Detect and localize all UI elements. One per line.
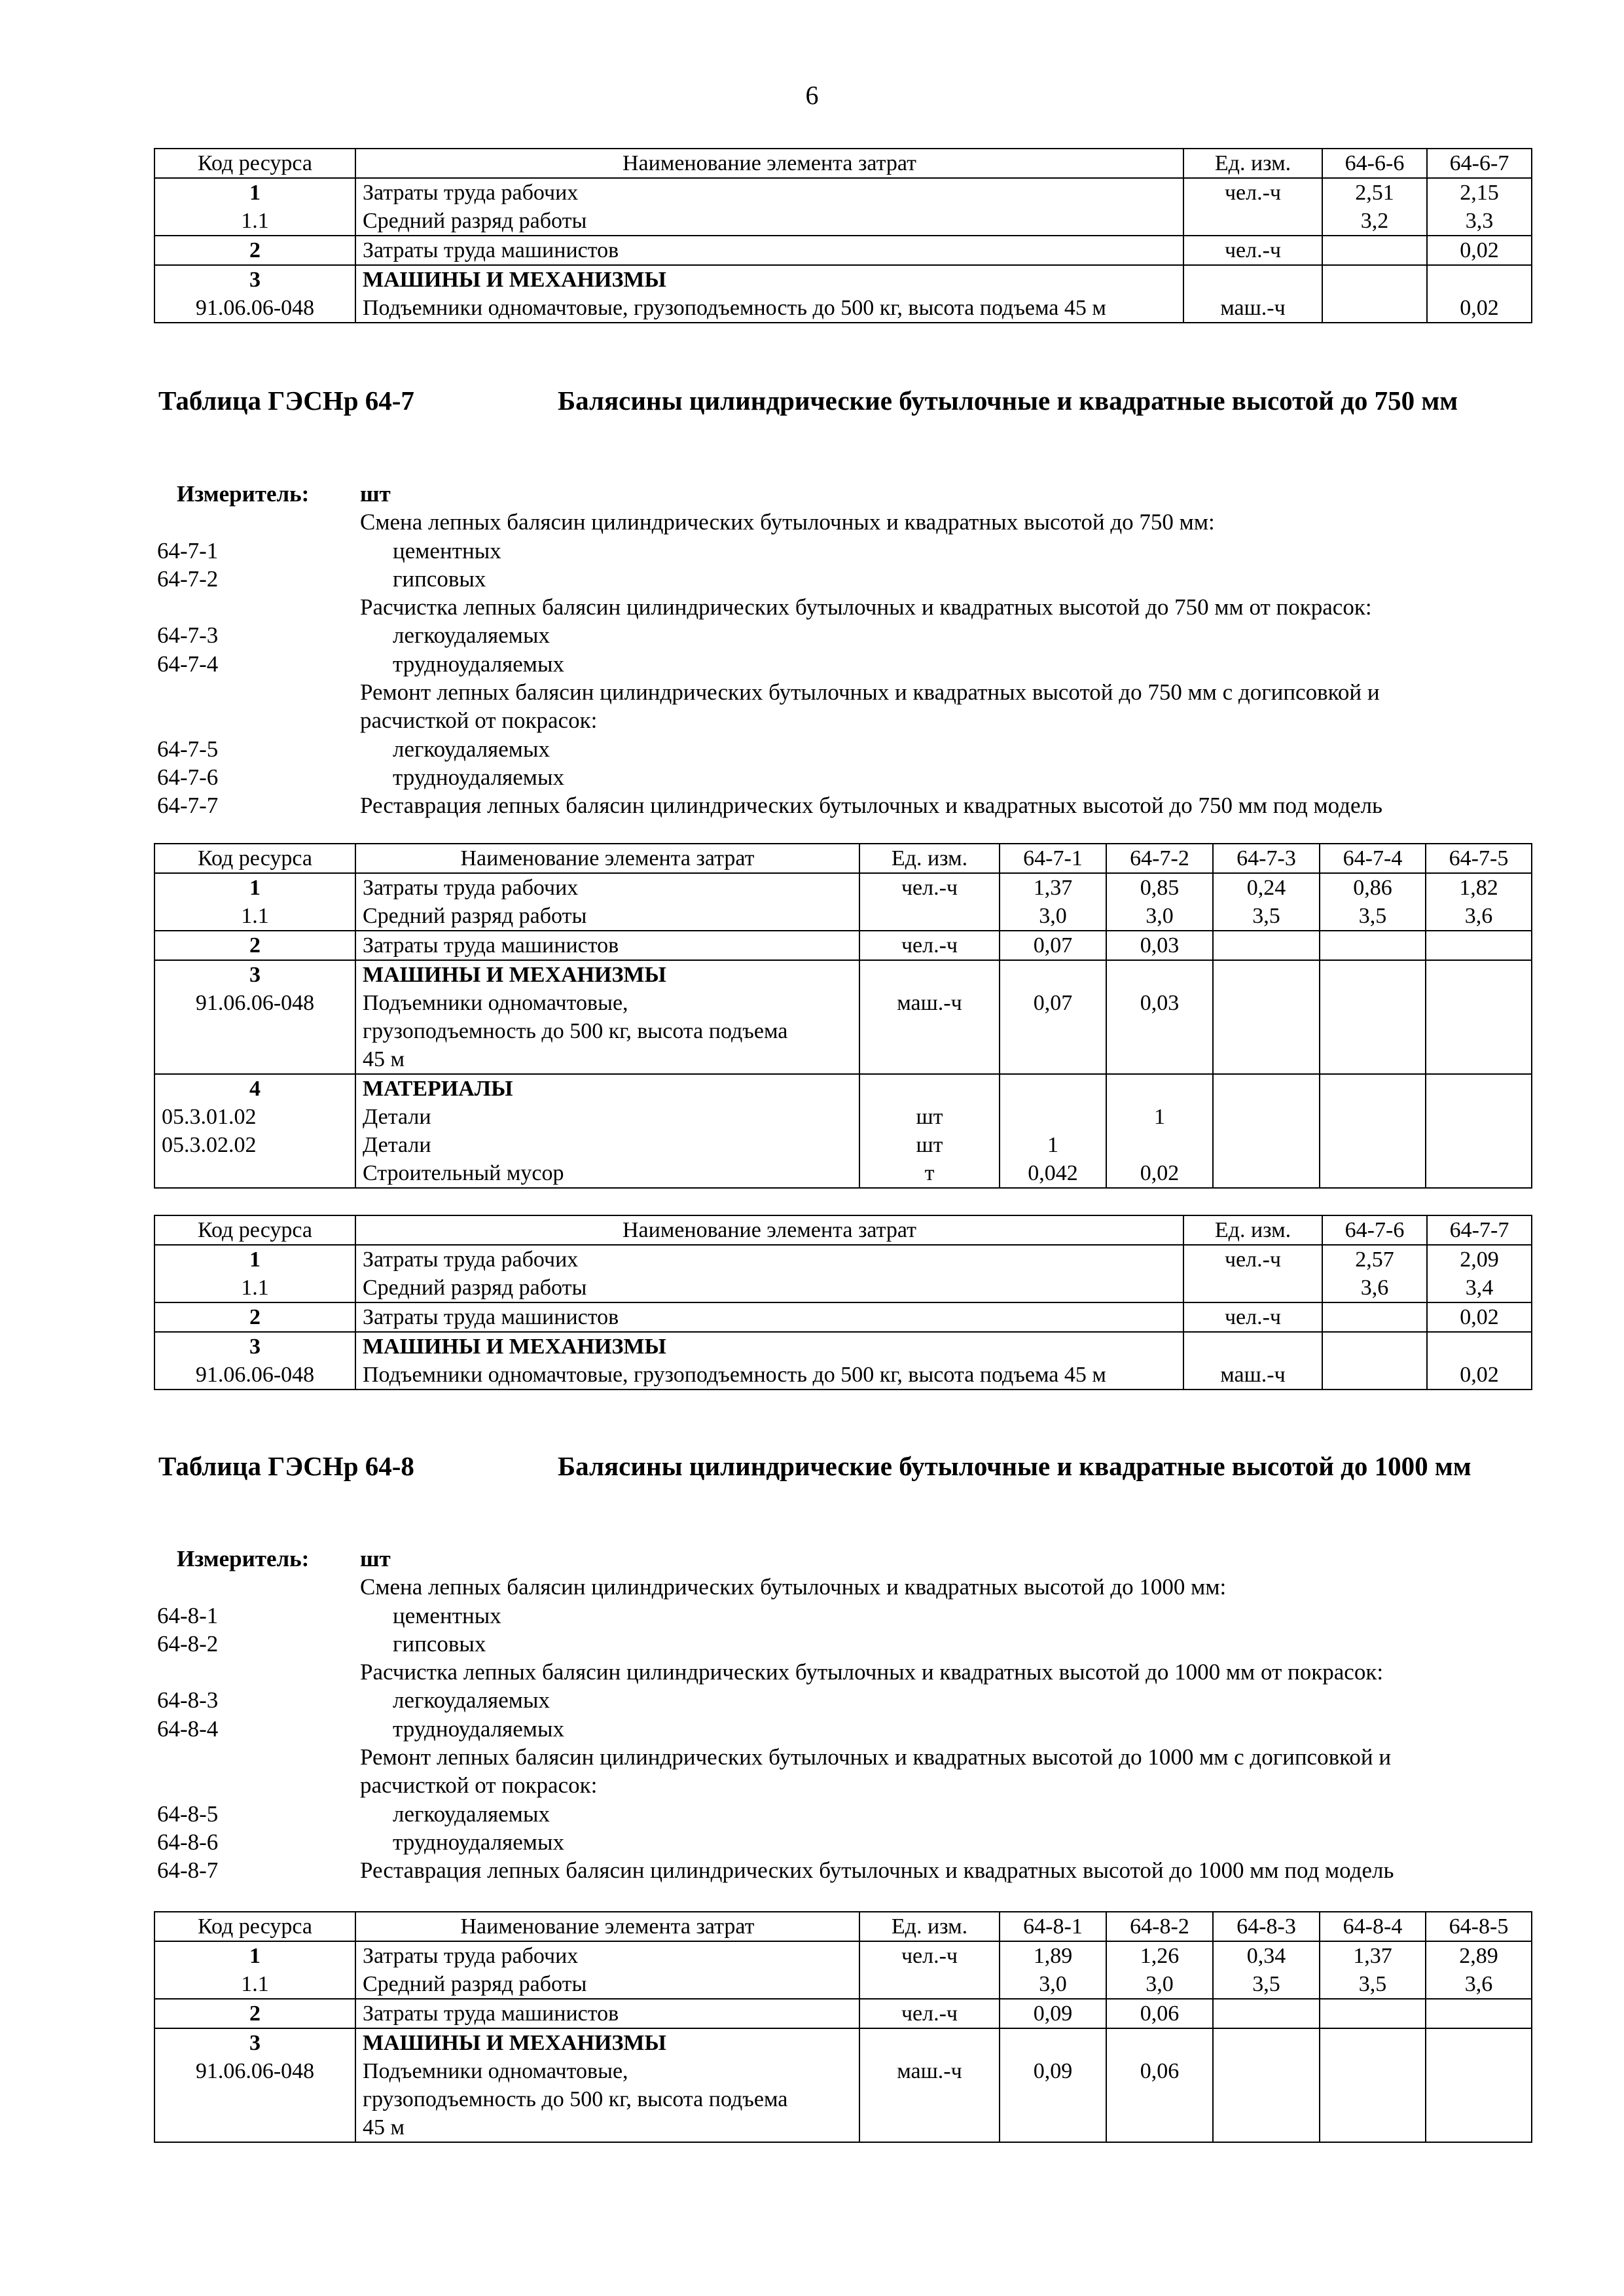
value-cell: 3,0 [1039, 904, 1067, 928]
value-cell: 3,6 [1360, 1276, 1389, 1300]
resource-name: Средний разряд работы [363, 1276, 587, 1300]
work-text: Реставрация лепных балясин цилиндрических бутылочных и квадратных высотой до 1000 мм под модель [360, 1857, 1394, 1884]
resource-code: 91.06.06-048 [195, 991, 315, 1015]
resource-name: Затраты труда машинистов [355, 1302, 1183, 1332]
value-cell: 0,85 [1140, 876, 1180, 900]
work-text: Ремонт лепных балясин цилиндрических бутылочных и квадратных высотой до 1000 мм с догипсовкой и [360, 1744, 1392, 1770]
resource-name: Детали [363, 1133, 431, 1157]
value-cell: 3,6 [1464, 1972, 1493, 1996]
col-header: Ед. изм. [1183, 1215, 1322, 1245]
work-code: 64-7-2 [157, 565, 219, 592]
measure-unit: шт [360, 481, 391, 507]
resource-name: Затраты труда машинистов [355, 236, 1183, 265]
col-header: 64-7-2 [1106, 844, 1213, 873]
work-code: 64-8-3 [157, 1687, 219, 1713]
resource-name: Строительный мусор [363, 1161, 564, 1185]
work-text: легкоудаляемых [393, 1801, 550, 1827]
resource-code: 1 [249, 1944, 261, 1968]
resource-code: 05.3.02.02 [162, 1133, 257, 1157]
unit: чел.-ч [859, 931, 1000, 960]
value-cell: 3,5 [1358, 1972, 1387, 1996]
work-text: гипсовых [393, 565, 486, 592]
resource-code: 2 [154, 931, 355, 960]
work-line [157, 791, 1545, 819]
resource-group: МАШИНЫ И МЕХАНИЗМЫ [363, 2031, 666, 2055]
value-cell: 0,02 [1460, 1363, 1499, 1387]
measure-block-64-7 [157, 480, 1545, 820]
value-cell: 0,09 [1000, 1999, 1106, 2028]
col-header: 64-8-1 [1000, 1912, 1106, 1941]
work-text: легкоудаляемых [393, 1687, 550, 1713]
value-cell: 3,5 [1358, 904, 1387, 928]
unit: чел.-ч [901, 1944, 958, 1968]
unit: шт [916, 1133, 943, 1157]
work-code: 64-8-1 [157, 1602, 219, 1628]
resource-name: Средний разряд работы [363, 209, 587, 233]
work-line [157, 1602, 1545, 1630]
work-line [157, 678, 1545, 706]
col-header: 64-6-6 [1322, 149, 1427, 178]
resource-group: МАШИНЫ И МЕХАНИЗМЫ [363, 1335, 666, 1359]
work-code: 64-8-5 [157, 1801, 219, 1827]
unit: чел.-ч [1224, 181, 1282, 205]
work-text: трудноудаляемых [393, 651, 564, 677]
work-line [157, 1800, 1545, 1828]
work-text: гипсовых [393, 1630, 486, 1657]
work-line [157, 508, 1545, 536]
table-row [154, 2028, 1532, 2142]
value-cell: 0,02 [1427, 236, 1532, 265]
value-cell [1213, 1999, 1320, 2028]
col-header: Наименование элемента затрат [355, 1215, 1183, 1245]
work-line [157, 621, 1545, 649]
resource-code: 2 [154, 236, 355, 265]
col-header: 64-8-3 [1213, 1912, 1320, 1941]
unit: маш.-ч [897, 2059, 962, 2083]
table-row [154, 178, 1532, 236]
work-text: трудноудаляемых [393, 764, 564, 790]
col-header: Ед. изм. [859, 1912, 1000, 1941]
resource-name: грузоподъемность до 500 кг, высота подъема [363, 2087, 788, 2111]
unit: т [924, 1161, 935, 1185]
value-cell: 0,24 [1246, 876, 1286, 900]
table-label: Таблица ГЭСНр 64-8 [158, 1451, 414, 1481]
resource-name: Затраты труда рабочих [363, 1247, 579, 1272]
resource-name: Затраты труда рабочих [363, 1944, 579, 1968]
col-header: 64-7-4 [1320, 844, 1426, 873]
work-text: трудноудаляемых [393, 1715, 564, 1742]
resource-name: Затраты труда рабочих [363, 876, 579, 900]
work-text: Реставрация лепных балясин цилиндрических бутылочных и квадратных высотой до 750 мм под модель [360, 793, 1382, 819]
unit: маш.-ч [1220, 1363, 1286, 1387]
resource-name: Затраты труда машинистов [355, 931, 859, 960]
value-cell: 0,02 [1460, 296, 1499, 320]
value-cell: 3,0 [1146, 904, 1174, 928]
value-cell: 3,5 [1252, 1972, 1280, 1996]
work-line [157, 1573, 1545, 1601]
work-line [157, 1828, 1545, 1856]
value-cell [1322, 1302, 1427, 1332]
resource-name: грузоподъемность до 500 кг, высота подъема [363, 1019, 788, 1043]
work-line [157, 1856, 1545, 1884]
work-line [157, 593, 1545, 621]
table-row [154, 1302, 1532, 1332]
work-line [157, 763, 1545, 791]
unit: чел.-ч [901, 876, 958, 900]
resource-name: Затраты труда рабочих [363, 181, 579, 205]
work-text: Расчистка лепных балясин цилиндрических бутылочных и квадратных высотой до 1000 мм от покрасок: [360, 1659, 1384, 1685]
resource-code: 91.06.06-048 [195, 2059, 315, 2083]
value-cell [1426, 1999, 1532, 2028]
resource-name: Подъемники одномачтовые, грузоподъемность до 500 кг, высота подъема 45 м [363, 296, 1106, 320]
work-line [157, 1630, 1545, 1658]
resource-table-64-7-6-7 [154, 1215, 1532, 1390]
resource-code: 1.1 [241, 1972, 269, 1996]
resource-code: 05.3.01.02 [162, 1105, 257, 1129]
resource-name: Подъемники одномачтовые, [363, 991, 628, 1015]
value-cell: 0,07 [1000, 931, 1106, 960]
work-text: легкоудаляемых [393, 622, 550, 649]
value-cell: 0,06 [1140, 2059, 1180, 2083]
resource-table-64-8-1-5 [154, 1911, 1532, 2143]
col-header: 64-8-5 [1426, 1912, 1532, 1941]
table-header-row [154, 149, 1532, 178]
table-title: Балясины цилиндрические бутылочные и квадратные высотой до 750 мм [558, 386, 1458, 416]
work-line [157, 537, 1545, 565]
value-cell [1320, 1999, 1426, 2028]
value-cell: 3,5 [1252, 904, 1280, 928]
value-cell: 1,37 [1033, 876, 1073, 900]
work-code: 64-8-2 [157, 1630, 219, 1657]
col-header: Наименование элемента затрат [355, 844, 859, 873]
value-cell [1320, 931, 1426, 960]
work-text: расчисткой от покрасок: [360, 1772, 598, 1799]
table-title: Балясины цилиндрические бутылочные и квадратные высотой до 1000 мм [558, 1451, 1471, 1481]
value-cell: 3,3 [1465, 209, 1494, 233]
resource-name: 45 м [363, 2115, 405, 2140]
work-text: Смена лепных балясин цилиндрических бутылочных и квадратных высотой до 1000 мм: [360, 1574, 1227, 1600]
col-header: 64-7-6 [1322, 1215, 1427, 1245]
value-cell: 0,34 [1246, 1944, 1286, 1968]
measure-row [157, 480, 1545, 508]
unit: шт [916, 1105, 943, 1129]
work-code: 64-8-7 [157, 1857, 219, 1884]
table-row [154, 873, 1532, 931]
value-cell: 0,042 [1028, 1161, 1078, 1185]
value-cell: 0,07 [1033, 991, 1073, 1015]
measure-label: Измеритель: [177, 1546, 310, 1571]
work-text: трудноудаляемых [393, 1829, 564, 1855]
resource-code: 2 [154, 1302, 355, 1332]
work-code: 64-7-5 [157, 736, 219, 762]
value-cell: 1 [1047, 1133, 1058, 1157]
value-cell: 3,4 [1465, 1276, 1494, 1300]
work-line [157, 1743, 1545, 1771]
unit: чел.-ч [859, 1999, 1000, 2028]
resource-code: 1.1 [241, 904, 269, 928]
work-line [157, 735, 1545, 763]
table-row [154, 265, 1532, 323]
resource-code: 91.06.06-048 [195, 1363, 315, 1387]
resource-table-64-6 [154, 148, 1532, 323]
col-header: 64-7-5 [1426, 844, 1532, 873]
resource-name: Средний разряд работы [363, 904, 587, 928]
value-cell: 1,37 [1353, 1944, 1392, 1968]
table-row [154, 960, 1532, 1074]
value-cell: 2,15 [1460, 181, 1499, 205]
value-cell [1322, 236, 1427, 265]
measure-unit: шт [360, 1546, 391, 1571]
col-header: Код ресурса [154, 1912, 355, 1941]
page-number: 6 [805, 81, 819, 110]
work-code: 64-8-6 [157, 1829, 219, 1855]
resource-name: 45 м [363, 1047, 405, 1071]
table-row [154, 931, 1532, 960]
resource-group: МАТЕРИАЛЫ [363, 1077, 513, 1101]
table-header-row [154, 844, 1532, 873]
col-header: Наименование элемента затрат [355, 149, 1183, 178]
resource-code: 3 [249, 2031, 261, 2055]
value-cell: 0,06 [1106, 1999, 1213, 2028]
resource-code: 1.1 [241, 1276, 269, 1300]
value-cell: 0,02 [1427, 1302, 1532, 1332]
value-cell: 3,2 [1360, 209, 1389, 233]
unit: чел.-ч [1183, 1302, 1322, 1332]
resource-code: 3 [249, 963, 261, 987]
measure-label: Измеритель: [177, 481, 310, 507]
value-cell: 3,6 [1464, 904, 1493, 928]
work-line [157, 1771, 1545, 1799]
resource-name: Подъемники одномачтовые, грузоподъемность до 500 кг, высота подъема 45 м [363, 1363, 1106, 1387]
work-text: легкоудаляемых [393, 736, 550, 762]
value-cell [1113, 1131, 1206, 1159]
value-cell [1213, 931, 1320, 960]
unit: маш.-ч [897, 991, 962, 1015]
value-cell: 2,09 [1460, 1247, 1499, 1272]
col-header: 64-8-4 [1320, 1912, 1426, 1941]
work-text: цементных [393, 537, 501, 564]
work-text: Расчистка лепных балясин цилиндрических бутылочных и квадратных высотой до 750 мм от покрасок: [360, 594, 1372, 620]
unit: чел.-ч [1224, 1247, 1282, 1272]
value-cell: 0,86 [1353, 876, 1392, 900]
col-header: Наименование элемента затрат [355, 1912, 859, 1941]
table-header-row [154, 1912, 1532, 1941]
work-text: Ремонт лепных балясин цилиндрических бутылочных и квадратных высотой до 750 мм с догипсовкой и [360, 679, 1380, 706]
work-code: 64-8-4 [157, 1715, 219, 1742]
value-cell: 1 [1154, 1105, 1165, 1129]
col-header: 64-8-2 [1106, 1912, 1213, 1941]
col-header: Ед. изм. [1183, 149, 1322, 178]
table-row [154, 1332, 1532, 1390]
table-header-row [154, 1215, 1532, 1245]
col-header: Код ресурса [154, 149, 355, 178]
col-header: 64-6-7 [1427, 149, 1532, 178]
resource-table-64-7-1-5 [154, 843, 1532, 1189]
measure-row [157, 1545, 1545, 1573]
resource-code: 3 [249, 1335, 261, 1359]
value-cell: 1,26 [1140, 1944, 1180, 1968]
resource-group: МАШИНЫ И МЕХАНИЗМЫ [363, 268, 666, 292]
value-cell [1426, 931, 1532, 960]
resource-code: 3 [249, 268, 261, 292]
value-cell: 2,89 [1459, 1944, 1498, 1968]
work-line [157, 706, 1545, 734]
resource-name: Средний разряд работы [363, 1972, 587, 1996]
value-cell: 3,0 [1146, 1972, 1174, 1996]
value-cell: 0,03 [1106, 931, 1213, 960]
value-cell: 0,03 [1140, 991, 1180, 1015]
table-row [154, 1074, 1532, 1188]
work-line [157, 1658, 1545, 1686]
value-cell: 1,89 [1033, 1944, 1073, 1968]
resource-name: Затраты труда машинистов [355, 1999, 859, 2028]
resource-code: 91.06.06-048 [195, 296, 315, 320]
table-row [154, 1245, 1532, 1302]
value-cell: 1,82 [1459, 876, 1498, 900]
col-header: 64-7-7 [1427, 1215, 1532, 1245]
work-code: 64-7-4 [157, 651, 219, 677]
work-line [157, 1686, 1545, 1714]
table-row [154, 1941, 1532, 1999]
value-cell [1007, 1103, 1099, 1131]
col-header: Код ресурса [154, 844, 355, 873]
table-row [154, 236, 1532, 265]
work-code: 64-7-7 [157, 793, 219, 819]
value-cell: 2,57 [1355, 1247, 1394, 1272]
col-header: Код ресурса [154, 1215, 355, 1245]
resource-code: 1 [249, 1247, 261, 1272]
resource-code: 4 [249, 1077, 261, 1101]
work-code: 64-7-6 [157, 764, 219, 790]
value-cell: 0,02 [1140, 1161, 1180, 1185]
resource-code: 1.1 [241, 209, 269, 233]
col-header: Ед. изм. [859, 844, 1000, 873]
value-cell: 2,51 [1355, 181, 1394, 205]
resource-code: 2 [154, 1999, 355, 2028]
work-line [157, 565, 1545, 593]
work-code: 64-7-1 [157, 537, 219, 564]
col-header: 64-7-1 [1000, 844, 1106, 873]
resource-code: 1 [249, 181, 261, 205]
measure-block-64-8 [157, 1545, 1545, 1885]
unit: маш.-ч [1220, 296, 1286, 320]
work-text: расчисткой от покрасок: [360, 708, 598, 734]
resource-group: МАШИНЫ И МЕХАНИЗМЫ [363, 963, 666, 987]
work-code: 64-7-3 [157, 622, 219, 649]
unit: чел.-ч [1183, 236, 1322, 265]
value-cell: 3,0 [1039, 1972, 1067, 1996]
resource-code: 1 [249, 876, 261, 900]
work-line [157, 1715, 1545, 1743]
resource-name: Детали [363, 1105, 431, 1129]
resource-name: Подъемники одномачтовые, [363, 2059, 628, 2083]
value-cell: 0,09 [1033, 2059, 1073, 2083]
col-header: 64-7-3 [1213, 844, 1320, 873]
table-label: Таблица ГЭСНр 64-7 [158, 386, 414, 416]
work-line [157, 650, 1545, 678]
work-text: цементных [393, 1602, 501, 1628]
work-text: Смена лепных балясин цилиндрических бутылочных и квадратных высотой до 750 мм: [360, 509, 1215, 535]
table-row [154, 1999, 1532, 2028]
